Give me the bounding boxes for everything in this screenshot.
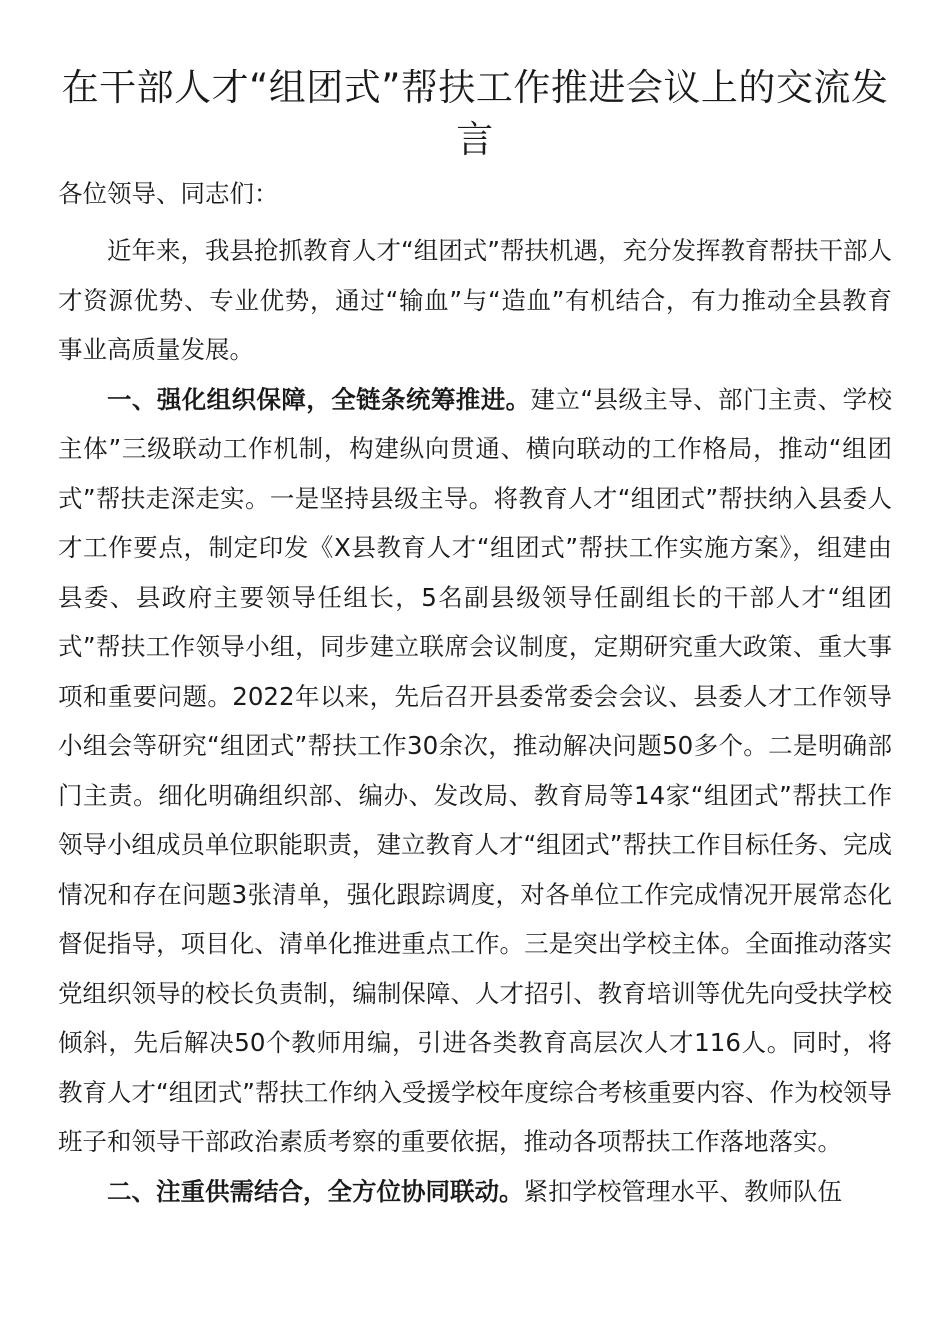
paragraph-section-one — [58, 375, 892, 1167]
paragraph-text: 近年来，我县抢抓教育人才“组团式”帮扶机遇，充分发挥教育帮扶干部人才资源优势、专业优势，通过“输血”与“造血”有机结合，有力推动全县教育事业高质量发展。 — [58, 236, 892, 364]
document-page — [58, 62, 892, 1216]
document-title: 在干部人才“组团式”帮扶工作推进会议上的交流发言 — [61, 66, 889, 161]
paragraph-text: 建立“县级主导、部门主责、学校主体”三级联动工作机制，构建纵向贯通、横向联动的工作格局，推动“组团式”帮扶走深走实。一是坚持县级主导。将教育人才“组团式”帮扶纳入县委人才工作要点，制定印发《X县教育人才“组团式”帮扶工作实施方案》，组建由县委、县政府主要领导任组长，5名副县级领导任副组长的干部人才“组团式”帮扶工作领导小组，同步建立联席会议制度，定期研究重大政策、重大事项和重要问题。2022年以来，先后召开县委常委会会议、县委人才工作领导小组会等研究“组团式”帮扶工作30余次，推动解决问题50多个。二是明确部门主责。细化明确组织部、编办、发改局、教育局等14家“组团式”帮扶工作领导小组成员单位职能职责，建立教育人才“组团式”帮扶工作目标任务、完成情况和存在问题3张清单，强化跟踪调度，对各单位工作完成情况开展常态化督促指导，项目化、清单化推进重点工作。三是突出学校主体。全面推动落实党组织领导的校长负责制，编制保障、人才招引、教育培训等优先向受扶学校倾斜，先后解决50个教师用编，引进各类教育高层次人才116人。同时，将教育人才“组团式”帮扶工作纳入受援学校年度综合考核重要内容、作为校领导班子和领导干部政治素质考察的重要依据，推动各项帮扶工作落地落实。 — [58, 384, 893, 1156]
paragraph-section-two — [58, 1167, 892, 1217]
paragraph-text: 紧扣学校管理水平、教师队伍 — [523, 1176, 842, 1206]
section-heading: 二、注重供需结合，全方位协同联动。 — [107, 1176, 524, 1206]
salutation: 各位领导、同志们： — [58, 179, 279, 208]
paragraph-intro — [58, 226, 892, 375]
section-heading: 一、强化组织保障，全链条统筹推进。 — [107, 384, 531, 414]
